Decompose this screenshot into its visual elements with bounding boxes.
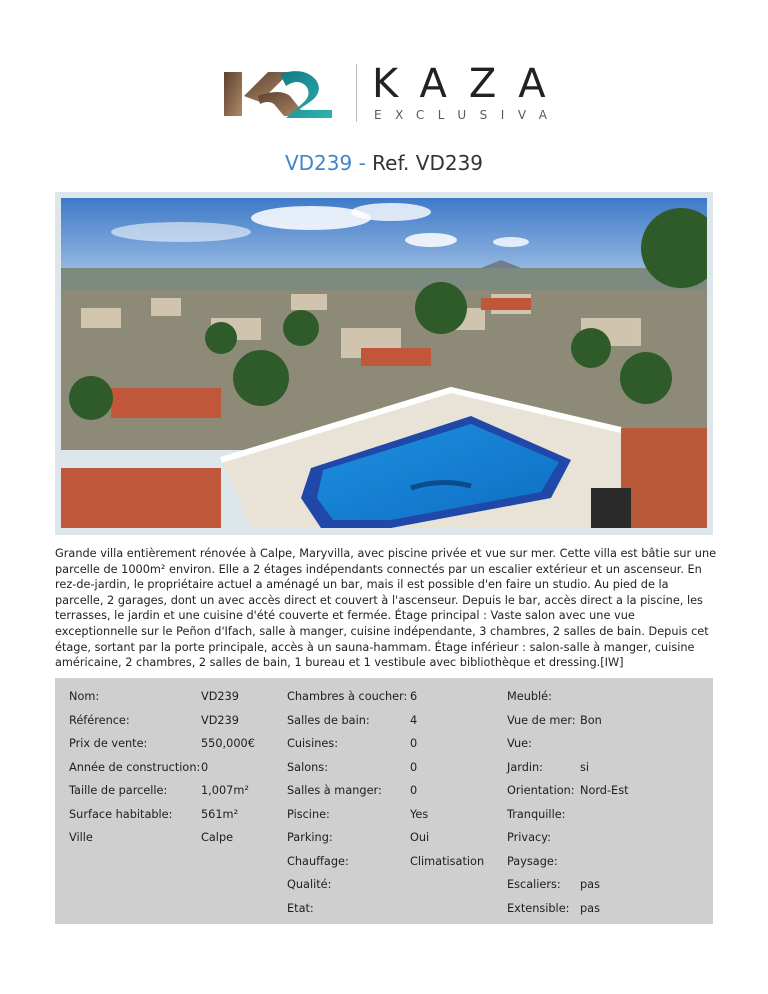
spec-label: Escaliers:	[507, 878, 561, 891]
spec-value: pas	[580, 901, 600, 915]
spec-value: VD239	[201, 713, 239, 727]
spec-label: Qualité:	[287, 878, 332, 891]
spec-value: 0	[201, 760, 209, 774]
spec-label: Parking:	[287, 831, 333, 844]
spec-label: Meublé:	[507, 690, 552, 703]
spec-value: 0	[410, 737, 418, 750]
spec-label: Nom:	[69, 690, 100, 703]
spec-value: 0	[410, 784, 418, 797]
villa-pool-photo	[61, 198, 707, 528]
spec-label: Chauffage:	[287, 854, 349, 868]
spec-label: Chambres à coucher:	[287, 690, 408, 703]
spec-value: Climatisation	[410, 854, 485, 868]
spec-value: pas	[580, 878, 600, 891]
spec-value: Nord-Est	[580, 784, 629, 797]
property-specs-table	[55, 678, 713, 924]
spec-value: 550,000€	[201, 737, 255, 750]
property-code: VD239	[284, 151, 353, 175]
title-separator: -	[352, 151, 373, 175]
spec-value: Calpe	[201, 831, 234, 844]
spec-value: Yes	[410, 807, 429, 821]
spec-label: Privacy:	[507, 831, 551, 844]
spec-label: Surface habitable:	[69, 807, 173, 821]
spec-value: 561m²	[201, 807, 239, 821]
spec-value: 0	[410, 760, 418, 774]
brand-logo	[220, 61, 568, 124]
spec-value: 1,007m²	[201, 784, 249, 797]
spec-label: Taille de parcelle:	[69, 784, 168, 797]
spec-value: Oui	[410, 831, 430, 844]
logo-tagline: EXCLUSIVA	[374, 108, 561, 122]
spec-label: Jardin:	[507, 760, 543, 774]
spec-label: Référence:	[69, 713, 130, 727]
spec-label: Cuisines:	[287, 737, 339, 750]
spec-value: VD239	[201, 690, 239, 703]
spec-label: Vue:	[507, 737, 532, 750]
spec-label: Ville	[69, 831, 93, 844]
spec-label: Année de construction:	[69, 760, 201, 774]
spec-label: Vue de mer:	[507, 713, 576, 727]
spec-label: Paysage:	[507, 854, 558, 868]
spec-label: Salles de bain:	[287, 713, 370, 727]
photo-frame	[55, 192, 713, 535]
spec-value: 6	[410, 690, 418, 703]
logo-name: KAZA	[372, 61, 568, 107]
spec-label: Salons:	[287, 760, 328, 774]
spec-label: Piscine:	[287, 807, 330, 821]
property-description: Grande villa entièrement rénovée à Calpe, Maryvilla, avec piscine privée et vue sur mer. Cette villa est bâtie sur une parcelle de 1000m² environ. Elle a 2 étages indépendants connectés par un escalier extérieur et un ascenseur. En rez-de-jardin, le propriétaire actuel a aménagé un bar, mais il est possible d'en faire un studio. Au pied de la parcelle, 2 garages, dont un avec accès direct et couvert à l'ascenseur. Depuis le bar, accès direct a la piscine, les terrasses, le jardin et une cuisine d'été couverte et fermée. Étage principal : Vaste salon avec une vue exceptionnelle sur le Peñon d'Ifach, salle à manger, cuisine indépendante, 3 chambres, 2 salles de bain. Depuis cet étage, sortant par la porte principale, accès à un sauna-hammam. Étage inférieur : salon-salle à manger, cuisine américaine, 2 chambres, 2 salles de bain, 1 bureau et 1 vestibule avec bibliothèque et dressing.[IW]	[55, 547, 717, 670]
spec-value: Bon	[580, 713, 602, 727]
spec-label: Orientation:	[507, 784, 575, 797]
spec-label: Salles à manger:	[287, 784, 382, 797]
spec-label: Extensible:	[507, 901, 570, 915]
spec-label: Prix de vente:	[69, 737, 148, 750]
property-reference: Ref. VD239	[372, 151, 484, 175]
property-title	[0, 150, 768, 176]
spec-value: si	[580, 760, 590, 774]
logo-divider	[356, 64, 357, 122]
kaza-logo-mark-icon	[220, 66, 344, 122]
spec-value: 4	[410, 713, 418, 727]
spec-label: Etat:	[287, 901, 314, 915]
spec-label: Tranquille:	[507, 807, 566, 821]
